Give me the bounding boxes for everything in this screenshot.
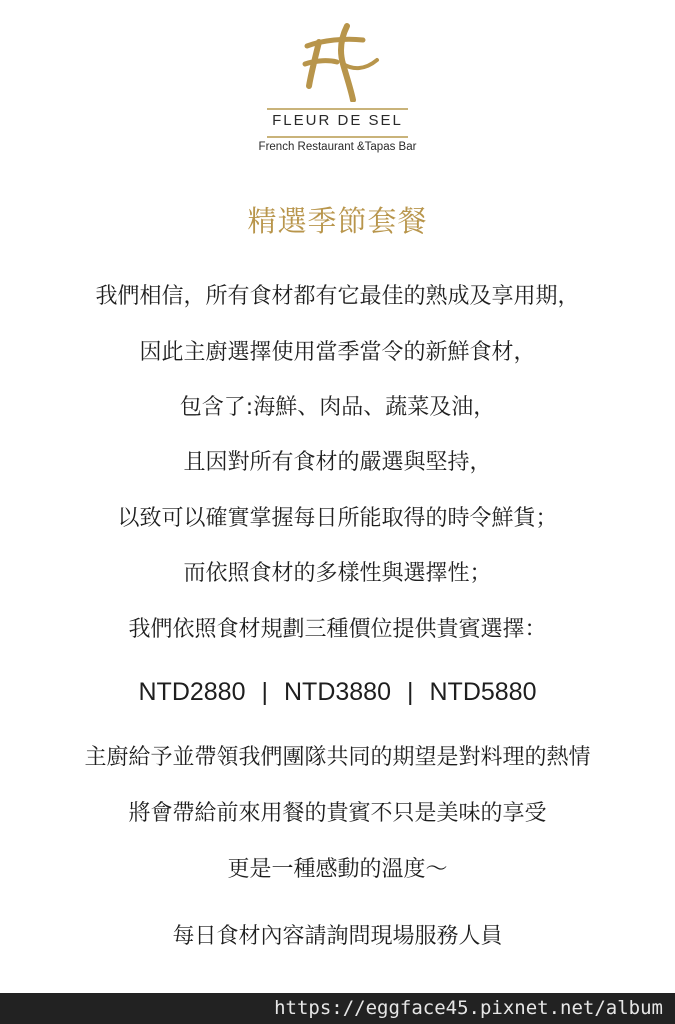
price-separator: | [261, 678, 268, 706]
logo-subtitle: French Restaurant &Tapas Bar [258, 141, 417, 153]
price-separator: | [407, 678, 414, 706]
menu-title: 精選季節套餐 [247, 204, 428, 238]
price-3880: NTD3880 [284, 678, 391, 706]
logo-rule-bottom [267, 136, 408, 138]
intro-line: 以致可以確實掌握每日所能取得的時令鮮貨； [117, 506, 558, 531]
intro-line: 且因對所有食材的嚴選與堅持， [183, 450, 492, 475]
logo-rule-top [267, 108, 408, 110]
price-options [0, 675, 675, 709]
service-note: 每日食材內容請詢問現場服務人員 [172, 924, 503, 949]
intro-line: 因此主廚選擇使用當季當令的新鮮食材， [139, 340, 536, 365]
intro-line: 包含了:海鮮、肉品、蔬菜及油， [179, 395, 496, 420]
price-5880: NTD5880 [429, 678, 537, 706]
intro-line: 而依照食材的多樣性與選擇性； [183, 561, 492, 586]
chef-line: 將會帶給前來用餐的貴賓不只是美味的享受 [128, 801, 547, 826]
chef-line: 更是一種感動的溫度～ [227, 857, 448, 882]
chef-line: 主廚給予並帶領我們團隊共同的期望是對料理的熱情 [84, 745, 591, 770]
watermark-bar [0, 993, 675, 1024]
logo-name: FLEUR DE SEL [272, 112, 403, 129]
fs-monogram-icon [293, 20, 385, 102]
intro-line: 我們依照食材規劃三種價位提供貴賓選擇： [128, 617, 547, 642]
restaurant-logo [0, 0, 675, 170]
intro-line: 我們相信，所有食材都有它最佳的熟成及享用期， [95, 284, 580, 309]
price-2880: NTD2880 [138, 678, 246, 706]
watermark-url: https://eggface45.pixnet.net/album [274, 997, 663, 1019]
